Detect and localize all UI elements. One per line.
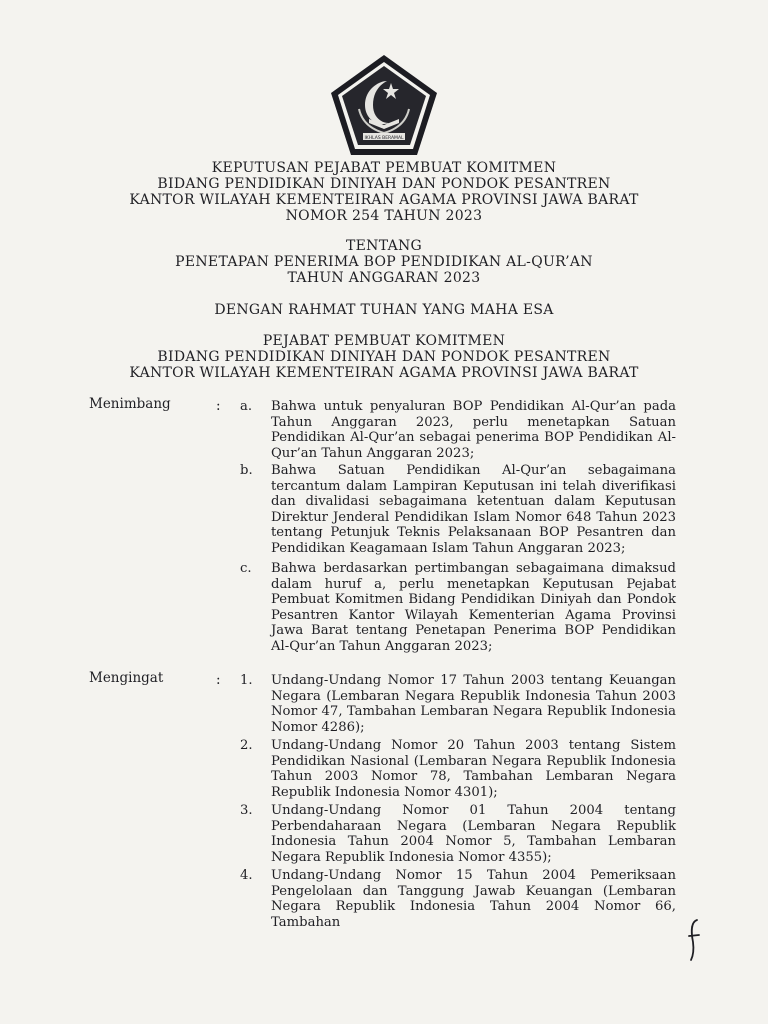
mengingat-item-1 <box>240 673 676 735</box>
official-line-2: BIDANG PENDIDIKAN DINIYAH DAN PONDOK PESANTREN <box>157 349 611 365</box>
menimbang-item-a <box>240 399 676 461</box>
mengingat-label: Mengingat <box>89 670 164 686</box>
mengingat-item-2 <box>240 738 676 800</box>
menimbang-colon: : <box>216 398 221 414</box>
official-line-1: PEJABAT PEMBUAT KOMITMEN <box>262 333 506 349</box>
heading-line-4: NOMOR 254 TAHUN 2023 <box>285 208 483 224</box>
menimbang-item-c <box>240 561 676 655</box>
mengingat-item-4 <box>240 868 676 930</box>
item-text: Bahwa Satuan Pendidikan Al-Qur’an sebagaimana tercantum dalam Lampiran Keputusan ini telah diverifikasi dan divalidasi sebagaimana ketentuan dalam Keputusan Direktur Jenderal Pendidikan Islam Nomor 648 Tahun 2023 tentang Petunjuk Teknis Pelaksanaan BOP Pesantren dan Pendidikan Keagamaan Islam Tahun Anggaran 2023; <box>271 463 676 556</box>
subject-line-2: PENETAPAN PENERIMA BOP PENDIDIKAN AL-QUR’AN <box>175 254 593 270</box>
blessing-line <box>0 302 768 318</box>
item-marker: b. <box>240 463 253 478</box>
signature-paraf-icon <box>683 918 705 962</box>
item-marker: 1. <box>240 673 253 688</box>
item-marker: c. <box>240 561 252 576</box>
subject-line-1: TENTANG <box>345 238 423 254</box>
decree-heading <box>0 160 768 224</box>
item-text: Bahwa berdasarkan pertimbangan sebagaimana dimaksud dalam huruf a, perlu menetapkan Keputusan Pejabat Pembuat Komitmen Bidang Pendidikan Diniyah dan Pondok Pesantren Kantor Wilayah Kementerian Agama Provinsi Jawa Barat tentang Penetapan Penerima BOP Pendidikan Al-Qur’an Tahun Anggaran 2023; <box>271 561 676 654</box>
item-marker: a. <box>240 399 253 414</box>
emblem-motto: IKHLAS BERAMAL <box>364 136 404 141</box>
menimbang-label: Menimbang <box>89 396 171 412</box>
official-line-3: KANTOR WILAYAH KEMENTEIRAN AGAMA PROVINSI JAWA BARAT <box>129 365 639 381</box>
decree-subject <box>0 238 768 286</box>
kemenag-emblem-icon <box>329 53 439 157</box>
mengingat-colon: : <box>216 672 221 688</box>
menimbang-item-b <box>240 463 676 557</box>
item-text: Undang-Undang Nomor 01 Tahun 2004 tentang Perbendaharaan Negara (Lembaran Negara Republik Indonesia Tahun 2004 Nomor 5, Tambahan Lembaran Negara Republik Indonesia Nomor 4355); <box>271 803 676 865</box>
item-marker: 4. <box>240 868 253 883</box>
item-text: Undang-Undang Nomor 20 Tahun 2003 tentang Sistem Pendidikan Nasional (Lembaran Negara Republik Indonesia Tahun 2003 Nomor 78, Tambahan Lembaran Negara Republik Indonesia Nomor 4301); <box>271 738 676 800</box>
item-marker: 3. <box>240 803 253 818</box>
item-text: Undang-Undang Nomor 17 Tahun 2003 tentang Keuangan Negara (Lembaran Negara Republik Indonesia Tahun 2003 Nomor 47, Tambahan Lembaran Negara Republik Indonesia Nomor 4286); <box>271 673 676 735</box>
heading-line-2: BIDANG PENDIDIKAN DINIYAH DAN PONDOK PESANTREN <box>157 176 611 192</box>
heading-line-3: KANTOR WILAYAH KEMENTEIRAN AGAMA PROVINSI JAWA BARAT <box>129 192 639 208</box>
subject-line-3: TAHUN ANGGARAN 2023 <box>287 270 481 286</box>
item-text: Bahwa untuk penyaluran BOP Pendidikan Al-Qur’an pada Tahun Anggaran 2023, perlu menetapkan Satuan Pendidikan Al-Qur’an sebagai penerima BOP Pendidikan Al-Qur’an Tahun Anggaran 2023; <box>271 399 676 461</box>
heading-line-1: KEPUTUSAN PEJABAT PEMBUAT KOMITMEN <box>211 160 557 176</box>
mengingat-item-3 <box>240 803 676 865</box>
item-marker: 2. <box>240 738 253 753</box>
blessing-text: DENGAN RAHMAT TUHAN YANG MAHA ESA <box>214 302 554 318</box>
official-title <box>0 333 768 381</box>
item-text: Undang-Undang Nomor 15 Tahun 2004 Pemeriksaan Pengelolaan dan Tanggung Jawab Keuangan (Lembaran Negara Republik Indonesia Tahun 2004 Nomor 66, Tambahan <box>271 868 676 930</box>
